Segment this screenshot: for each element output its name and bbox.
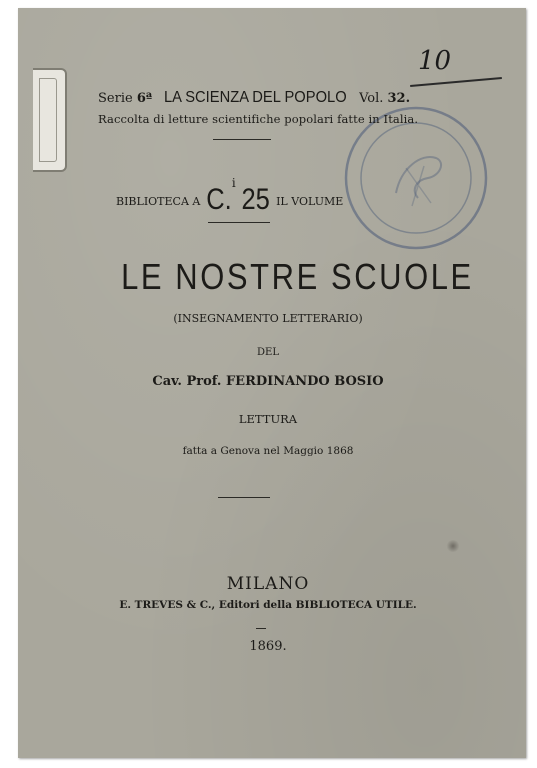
- series-label: Serie: [98, 91, 133, 106]
- paper-tab-label: [33, 68, 67, 172]
- divider-rule: [208, 222, 270, 223]
- collection-title: LA SCIENZA DEL POPOLO: [164, 89, 347, 106]
- publication-year: 1869.: [249, 639, 287, 654]
- library-price-superscript: i: [231, 176, 236, 190]
- collection-subtitle: Raccolta di letture scientifiche popolari fatte in Italia.: [98, 112, 419, 126]
- book-title: LE NOSTRE SCUOLE: [121, 256, 474, 297]
- volume-label: Vol.: [359, 91, 384, 106]
- occasion-line: fatta a Genova nel Maggio 1868: [182, 445, 354, 457]
- library-suffix: IL VOLUME: [276, 195, 344, 208]
- series-line: [98, 89, 428, 107]
- library-number: 25: [241, 183, 271, 216]
- ink-smudge: [446, 540, 460, 552]
- library-price-line: [116, 176, 416, 217]
- author-preposition: DEL: [257, 347, 279, 358]
- tab-border: [39, 78, 57, 162]
- book-subtitle: (INSEGNAMENTO LETTERARIO): [173, 312, 363, 325]
- book-cover: [18, 8, 526, 758]
- short-dash: [256, 628, 266, 629]
- volume-number: 32.: [387, 91, 411, 106]
- series-number: 6ª: [136, 91, 153, 106]
- author-name: Cav. Prof. FERDINANDO BOSIO: [152, 374, 384, 389]
- publication-city: MILANO: [226, 574, 310, 594]
- publisher-line: E. TREVES & C., Editori della BIBLIOTECA UTILE.: [119, 599, 417, 611]
- library-prefix: BIBLIOTECA A: [116, 195, 201, 208]
- work-kind: LETTURA: [238, 412, 298, 426]
- divider-rule: [213, 139, 271, 140]
- handwritten-underline: [410, 77, 502, 87]
- divider-rule: [218, 497, 270, 498]
- handwritten-number: 10: [418, 46, 452, 76]
- library-price: C.: [206, 183, 232, 216]
